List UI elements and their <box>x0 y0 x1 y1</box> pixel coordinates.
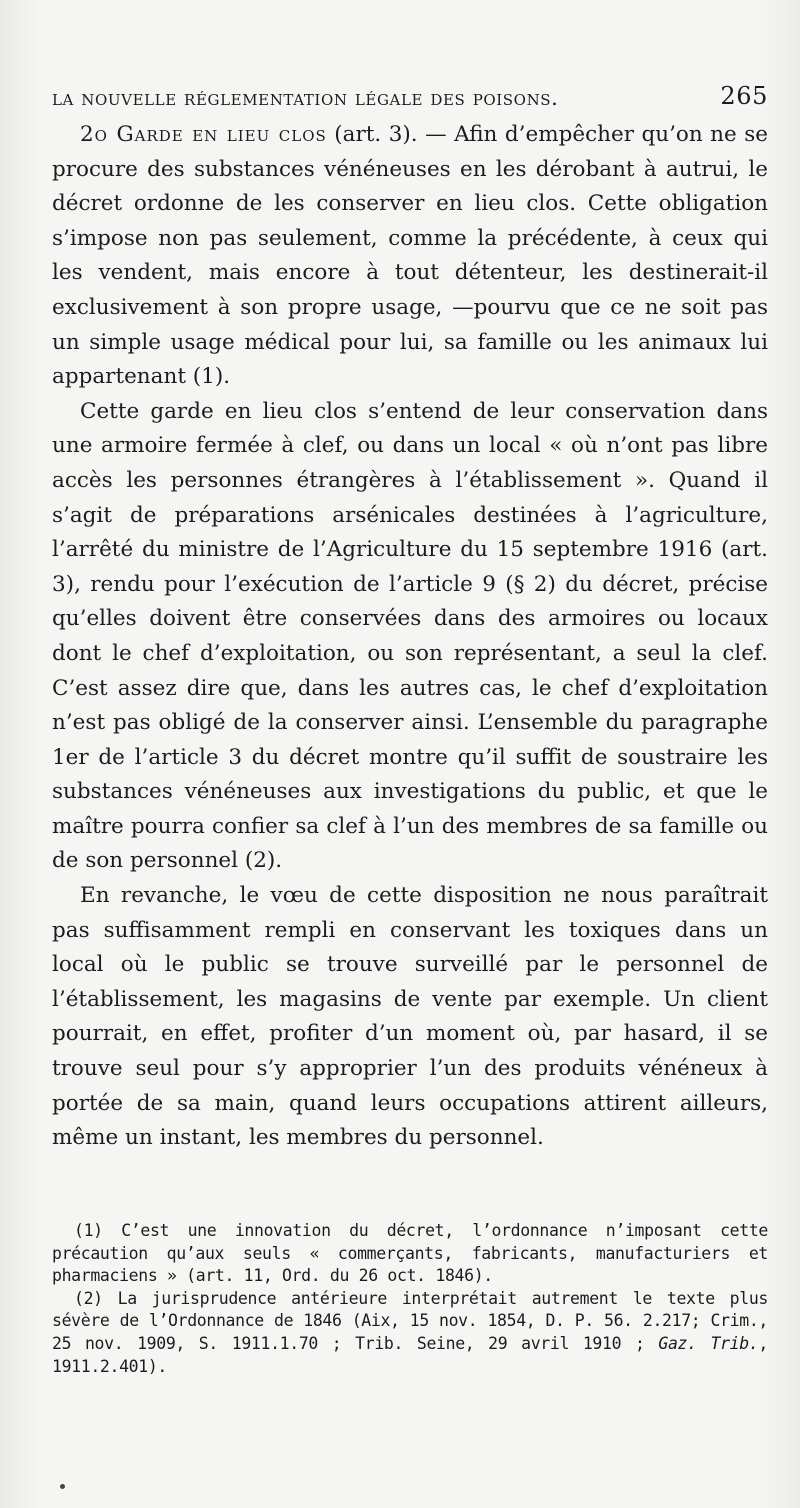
footnote-2 <box>52 1288 768 1378</box>
ink-dot <box>60 1484 65 1489</box>
page-number: 265 <box>720 82 768 110</box>
footnote-2-text: (2) La jurisprudence antérieure interprétait autrement le texte plus sévère de l’Ordonnance de 1846 (Aix, 15 nov. 1854, D. P. 56. 2.217; Crim., 25 nov. 1909, S. 1911.1.70 ; Trib. Seine, 29 avril 1910 ; <box>52 1288 768 1353</box>
running-header <box>52 82 768 110</box>
main-text <box>52 118 768 1156</box>
footnotes <box>52 1220 768 1378</box>
paragraph-3: En revanche, le vœu de cette disposition ne nous paraîtrait pas suffisamment rempli en conservant les toxiques dans un local où le public se trouve surveillé par le personnel de l’établissement, les magasins de vente par exemple. Un client pourrait, en effet, profiter d’un moment où, par hasard, il se trouve seul pour s’y approprier l’un des produits vénéneux à portée de sa main, quand leurs occupations attirent ailleurs, même un instant, les membres du personnel. <box>52 883 768 1151</box>
paragraph-2: Cette garde en lieu clos s’entend de leur conservation dans une armoire fermée à clef, ou dans un local « où n’ont pas libre accès les personnes étrangères à l’établissement ». Quand il s’agit de préparations arsénicales destinées à l’agriculture, l’arrêté du ministre de l’Agriculture du 15 septembre 1916 (art. 3), rendu pour l’exécution de l’article 9 (§ 2) du décret, précise qu’elles doivent être conservées dans des armoires ou locaux dont le chef d’exploitation, ou son représentant, a seul la clef. C’est assez dire que, dans les autres cas, le chef d’exploitation n’est pas obligé de la conserver ainsi. L’ensemble du paragraphe 1er de l’article 3 du décret montre qu’il suffit de soustraire les substances vénéneuses aux investigations du public, et que le maître pourra confier sa clef à l’un des membres de sa famille ou de son personnel (2). <box>52 398 768 874</box>
footnote-2-end: , 1911.2.401). <box>52 1333 768 1376</box>
paragraph-garde-en-lieu-clos <box>52 118 768 395</box>
paragraph-1-text: (art. 3). — Afin d’empêcher qu’on ne se procure des substances vénéneuses en les dérobant à autrui, le décret ordonne de les conserver en lieu clos. Cette obligation s’impose non pas seulement, comme la précédente, à ceux qui les vendent, mais encore à tout détenteur, les destinerait-il exclusivement à son propre usage, —pourvu que ce ne soit pas un simple usage médical pour lui, sa famille ou les animaux lui appartenant (1). <box>52 122 768 390</box>
section-label: 2o Garde en lieu clos <box>80 122 327 147</box>
footnote-1: (1) C’est une innovation du décret, l’ordonnance n’imposant cette précaution qu’aux seuls « commerçants, fabricants, manufacturiers et pharmaciens » (art. 11, Ord. du 26 oct. 1846). <box>52 1221 768 1286</box>
footnote-2-journal: Gaz. Trib. <box>658 1333 759 1353</box>
running-title: la nouvelle réglementation légale des poisons. <box>52 86 559 110</box>
